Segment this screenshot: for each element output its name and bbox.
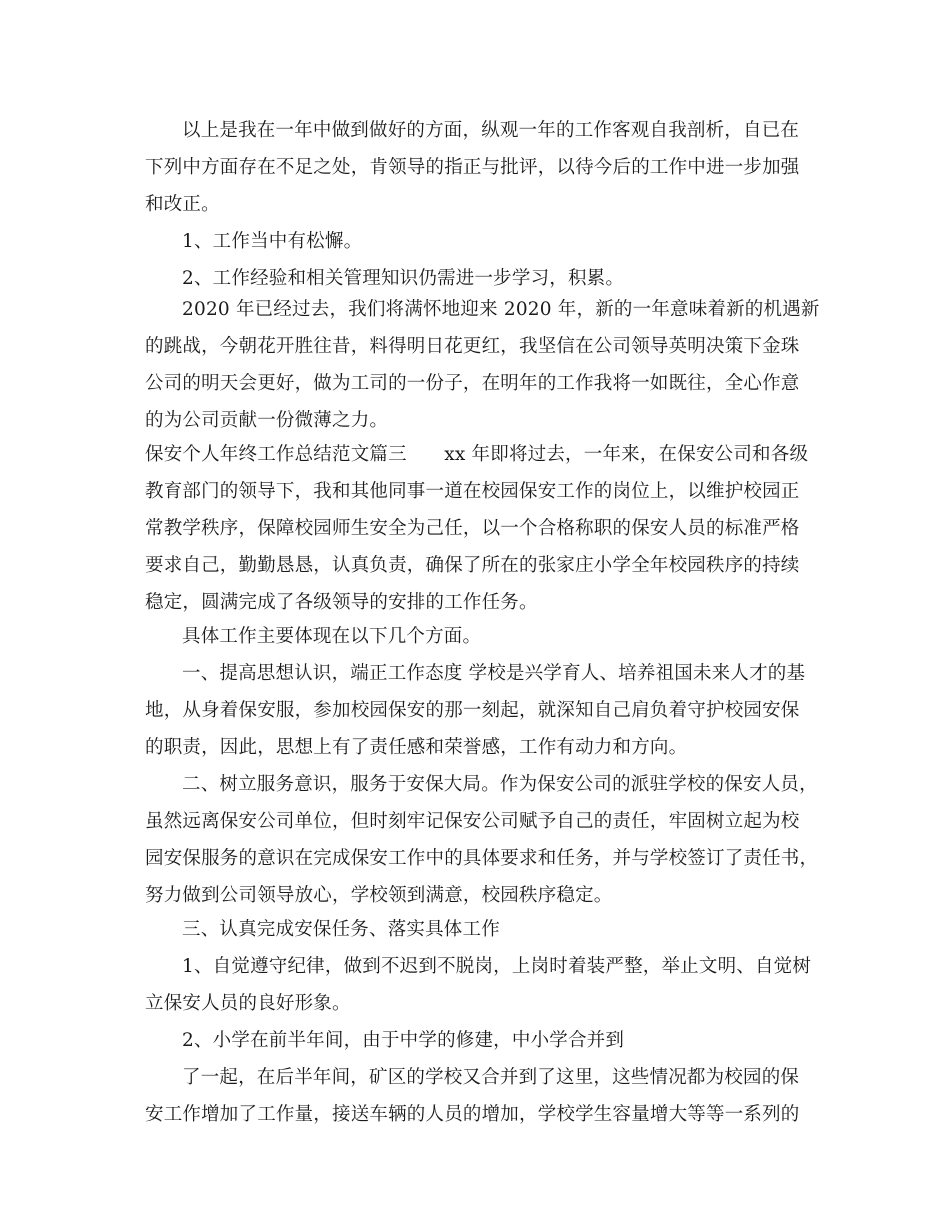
text-line: 2、工作经验和相关管理知识仍需进一步学习，积累。: [182, 268, 625, 289]
text-line: 2、小学在前半年间，由于中学的修建，中小学合并到: [182, 1030, 625, 1051]
text-line: 1、工作当中有松懈。: [182, 231, 363, 252]
text-line: 的跳战，今朝花开胜往昔，料得明日花更红，我坚信在公司领导英明决策下金珠: [145, 336, 800, 357]
text-line: 具体工作主要体现在以下几个方面。: [182, 626, 482, 647]
text-line: 1、自觉遵守纪律，做到不迟到不脱岗，上岗时着装严整，举止文明、自觉树: [182, 956, 812, 977]
text-line: 地，从身着保安服，参加校园保安的那一刻起，就深知自己肩负着守护校园安保: [145, 700, 800, 721]
text-line: 常教学秩序，保障校园师生安全为己任，以一个合格称职的保安人员的标准严格: [145, 518, 800, 539]
text-line: 和改正。: [145, 194, 220, 215]
text-line: 的为公司贡献一份微薄之力。: [145, 410, 389, 431]
text-line: 三、认真完成安保任务、落实具体工作: [182, 919, 500, 940]
text-line: 一、提高思想认识，端正工作态度 学校是兴学育人、培养祖国未来人才的基: [182, 663, 806, 684]
text-line: 要求自己，勤勤恳恳，认真负责，确保了所在的张家庄小学全年校园秩序的持续: [145, 555, 800, 576]
text-line: 了一起，在后半年间，矿区的学校又合并到了这里，这些情况都为校园的保: [182, 1067, 800, 1088]
section-heading-line: 保安个人年终工作总结范文篇三 xx 年即将过去，一年来，在保安公司和各级: [145, 444, 809, 465]
text-line: 下列中方面存在不足之处，肯领导的指正与批评，以待今后的工作中进一步加强: [145, 157, 800, 178]
text-line: 立保安人员的良好形象。: [145, 993, 351, 1014]
text-line: 公司的明天会更好，做为工司的一份子，在明年的工作我将一如既往，全心作意: [145, 373, 800, 394]
text-line: 二、树立服务意识，服务于安保大局。作为保安公司的派驻学校的保安人员，: [182, 774, 818, 795]
text-line: 园安保服务的意识在完成保安工作中的具体要求和任务，并与学校签订了责任书，: [145, 848, 819, 869]
text-line: 努力做到公司领导放心，学校领到满意，校园秩序稳定。: [145, 885, 613, 906]
text-line: 稳定，圆满完成了各级领导的安排的工作任务。: [145, 592, 538, 613]
text-line: 虽然远离保安公司单位，但时刻牢记保安公司赋予自己的责任，牢固树立起为校: [145, 811, 800, 832]
text-line: 以上是我在一年中做到做好的方面，纵观一年的工作客观自我剖析，自已在: [182, 120, 800, 141]
text-line: 2020 年已经过去，我们将满怀地迎来 2020 年，新的一年意味着新的机遇新: [182, 299, 820, 320]
text-line: 安工作增加了工作量，接送车辆的人员的增加，学校学生容量增大等等一系列的: [145, 1104, 800, 1125]
text-line: 的职责，因此，思想上有了责任感和荣誉感，工作有动力和方向。: [145, 737, 688, 758]
text-line: 教育部门的领导下，我和其他同事一道在校园保安工作的岗位上，以维护校园正: [145, 481, 800, 502]
